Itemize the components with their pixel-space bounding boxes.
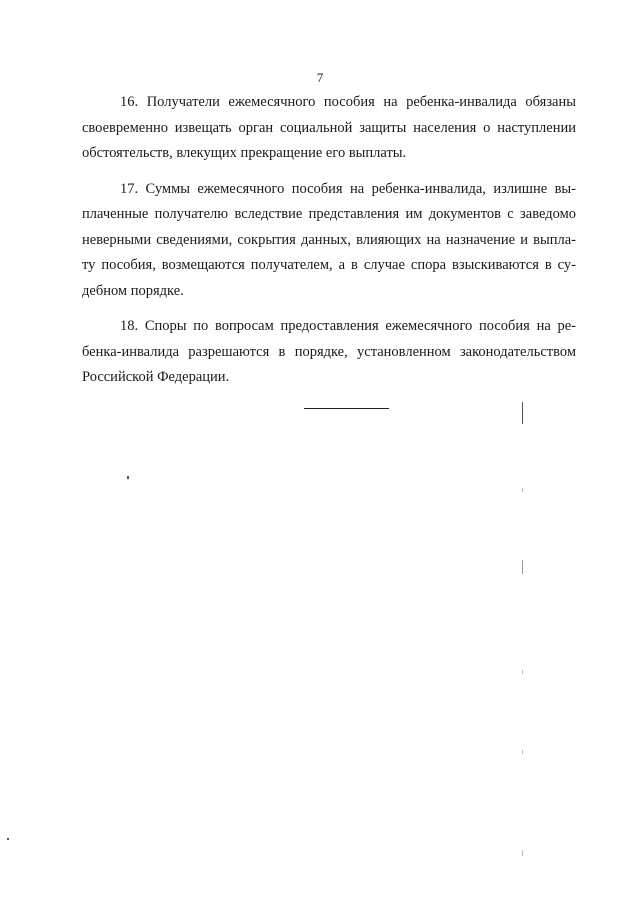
scan-artifact	[522, 750, 523, 754]
text-line: своевременно извещать орган социальной защиты населения о наступлении	[82, 119, 576, 136]
text-line: бенка-инвалида разрешаются в порядке, установленном законодательством	[82, 343, 576, 360]
text-line: плаченные получателю вследствие представления им документов с заведомо	[82, 206, 576, 222]
document-body	[82, 90, 576, 401]
text-line: 18. Споры по вопросам предоставления ежемесячного пособия на ре-	[120, 318, 576, 334]
paragraph-17	[82, 177, 576, 305]
text-line: Российской Федерации.	[82, 369, 230, 385]
scan-artifact	[7, 838, 9, 840]
text-line: 17. Суммы ежемесячного пособия на ребенка-инвалида, излишне вы-	[120, 180, 576, 197]
scan-artifact	[522, 488, 523, 492]
scan-artifact	[522, 402, 523, 424]
scan-artifact	[127, 476, 129, 479]
scan-artifact	[522, 670, 523, 674]
end-separator-line	[304, 408, 389, 409]
text-line: обстоятельств, влекущих прекращение его выплаты.	[82, 145, 407, 161]
paragraph-18	[82, 314, 576, 391]
text-line: дебном порядке.	[82, 282, 184, 299]
text-line: неверными сведениями, сокрытия данных, влияющих на назначение и выпла-	[82, 231, 576, 248]
paragraph-16	[82, 90, 576, 167]
text-line: 16. Получатели ежемесячного пособия на ребенка-инвалида обязаны	[120, 94, 576, 110]
page-number: 7	[316, 70, 324, 85]
scan-artifact	[522, 560, 523, 574]
text-line: ту пособия, возмещаются получателем, а в случае спора взыскиваются в су-	[82, 257, 576, 273]
scan-artifact	[522, 850, 523, 856]
